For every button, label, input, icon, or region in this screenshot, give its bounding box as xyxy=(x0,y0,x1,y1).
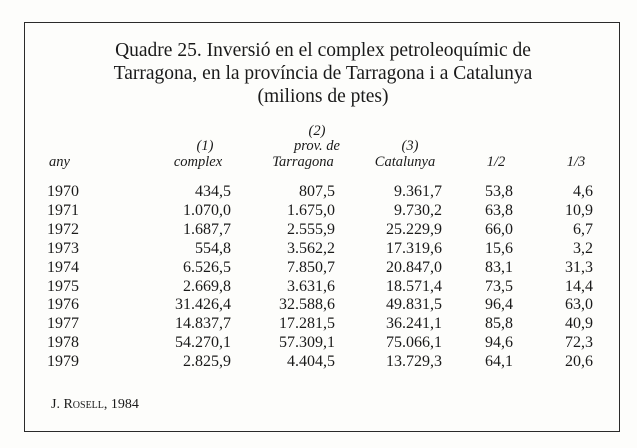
cell-year: 1973 xyxy=(47,239,79,257)
cell-year: 1972 xyxy=(47,220,79,238)
source-year: , 1984 xyxy=(103,397,139,412)
cell-prov: 1.675,0 xyxy=(287,201,335,219)
cell-catalunya: 75.066,1 xyxy=(386,334,442,352)
cell-r13: 6,7 xyxy=(573,220,593,238)
cell-complex: 1.687,7 xyxy=(183,220,231,238)
cell-r12: 64,1 xyxy=(485,353,513,371)
cell-year: 1971 xyxy=(47,201,79,219)
cell-catalunya: 25.229,9 xyxy=(386,220,442,238)
cell-prov: 17.281,5 xyxy=(279,315,335,333)
header-ratio-1-3: 1/3 xyxy=(566,154,586,170)
cell-year: 1977 xyxy=(47,315,79,333)
cell-prov: 32.588,6 xyxy=(279,296,335,314)
cell-prov: 7.850,7 xyxy=(287,258,335,276)
header-year: any xyxy=(49,154,70,170)
cell-prov: 4.404,5 xyxy=(287,353,335,371)
cell-r13: 3,2 xyxy=(573,239,593,257)
title-line-2: Tarragona, en la província de Tarragona i a Catalunya xyxy=(113,63,533,84)
cell-r12: 85,8 xyxy=(485,315,513,333)
cell-r12: 63,8 xyxy=(485,201,513,219)
title-line-3: (milions de ptes) xyxy=(257,86,389,107)
cell-complex: 2.825,9 xyxy=(183,353,231,371)
cell-complex: 14.837,7 xyxy=(175,315,231,333)
cell-r13: 4,6 xyxy=(573,183,593,200)
cell-year: 1979 xyxy=(47,353,79,371)
cell-complex: 2.669,8 xyxy=(183,277,231,295)
cell-catalunya: 49.831,5 xyxy=(386,296,442,314)
cell-year: 1978 xyxy=(47,334,79,352)
cell-year: 1970 xyxy=(47,183,79,200)
table-title xyxy=(25,39,621,108)
cell-catalunya: 13.729,3 xyxy=(386,353,442,371)
cell-r12: 15,6 xyxy=(485,239,513,257)
cell-r13: 72,3 xyxy=(565,334,593,352)
source-citation xyxy=(51,397,139,413)
table-frame xyxy=(24,22,620,432)
title-line-1: Quadre 25. Inversió en el complex petroleoquímic de xyxy=(115,40,531,61)
cell-catalunya: 36.241,1 xyxy=(386,315,442,333)
cell-year: 1974 xyxy=(47,258,79,276)
cell-prov: 2.555,9 xyxy=(287,220,335,238)
cell-catalunya: 9.730,2 xyxy=(394,201,442,219)
source-initial: J. xyxy=(51,397,64,412)
cell-catalunya: 17.319,6 xyxy=(386,239,442,257)
cell-year: 1976 xyxy=(47,296,79,314)
cell-r13: 20,6 xyxy=(565,353,593,371)
cell-complex: 554,8 xyxy=(195,239,231,257)
header-prov-label2: Tarragona xyxy=(272,154,334,170)
cell-r13: 31,3 xyxy=(565,258,593,276)
cell-prov: 3.562,2 xyxy=(287,239,335,257)
cell-complex: 54.270,1 xyxy=(175,334,231,352)
cell-r12: 53,8 xyxy=(485,183,513,200)
header-prov-num: (2) xyxy=(308,123,326,139)
cell-complex: 434,5 xyxy=(195,183,231,200)
header-prov-label1: prov. de xyxy=(294,138,340,154)
header-complex-num: (1) xyxy=(196,138,214,154)
header-catalunya-num: (3) xyxy=(401,138,419,154)
cell-prov: 3.631,6 xyxy=(287,277,335,295)
header-ratio-1-2: 1/2 xyxy=(486,154,506,170)
cell-r12: 66,0 xyxy=(485,220,513,238)
cell-catalunya: 9.361,7 xyxy=(394,183,442,200)
cell-r13: 14,4 xyxy=(565,277,593,295)
cell-catalunya: 18.571,4 xyxy=(386,277,442,295)
cell-prov: 57.309,1 xyxy=(279,334,335,352)
cell-year: 1975 xyxy=(47,277,79,295)
cell-complex: 31.426,4 xyxy=(175,296,231,314)
header-catalunya: Catalunya xyxy=(374,154,436,170)
source-author: Rosell xyxy=(63,397,104,412)
cell-r13: 40,9 xyxy=(565,315,593,333)
cell-r13: 10,9 xyxy=(565,201,593,219)
cell-r12: 94,6 xyxy=(485,334,513,352)
cell-r13: 63,0 xyxy=(565,296,593,314)
cell-catalunya: 20.847,0 xyxy=(386,258,442,276)
cell-r12: 83,1 xyxy=(485,258,513,276)
cell-r12: 96,4 xyxy=(485,296,513,314)
cell-complex: 6.526,5 xyxy=(183,258,231,276)
cell-r12: 73,5 xyxy=(485,277,513,295)
header-complex: complex xyxy=(173,154,223,170)
cell-complex: 1.070,0 xyxy=(183,201,231,219)
cell-prov: 807,5 xyxy=(299,183,335,200)
